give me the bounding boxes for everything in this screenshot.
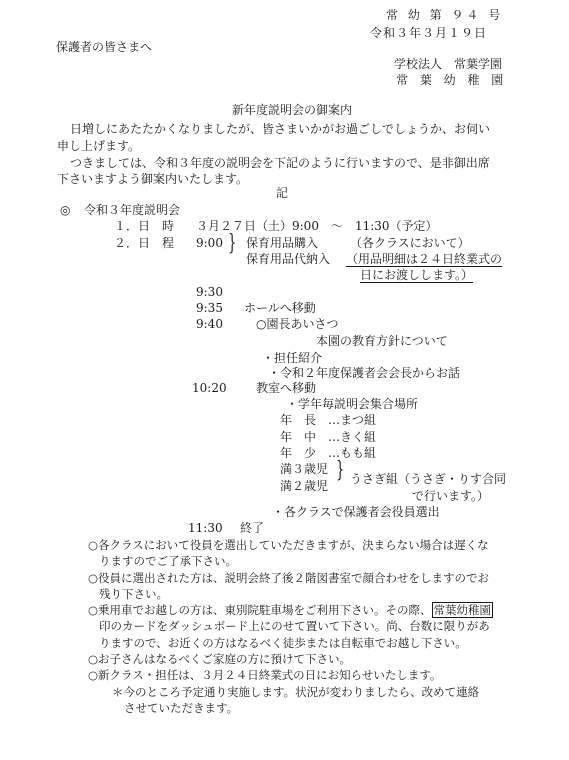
notice-title: 新年度説明会の御案内 xyxy=(232,103,353,117)
class-grade-3: 年 少 xyxy=(280,446,317,460)
document-number: 常 幼 第 ９４ 号 xyxy=(386,8,504,22)
note-4: ○お子さんはなるべくご家庭の方に預けて下さい。 xyxy=(88,652,352,666)
note-3-line-3: りますので、お近くの方はなるべく徒歩または自転車でお越し下さい。 xyxy=(99,636,467,650)
note-3-text: ○乗用車でお越しの方は、東別院駐車場をご利用下さい。その際、 xyxy=(88,603,432,617)
intro-line-2: 申し上げます。 xyxy=(57,139,141,153)
time-9-40: 9:40 xyxy=(196,317,223,331)
brace-mark: } xyxy=(336,458,345,483)
intro-line-1: 日増しにあたたかくなりましたが、皆さまいかがお過ごしでしょうか、お伺い xyxy=(70,122,491,136)
time-11-30: 11:30 xyxy=(188,521,223,535)
brace-mark: } xyxy=(228,231,237,256)
intro-line-3: つきましては、令和３年度の説明会を下記のように行いますので、是非御出席 xyxy=(70,156,490,170)
section-mark: ◎ xyxy=(60,203,71,217)
class-room-2: …きく組 xyxy=(328,430,377,444)
note-2-line-1: ○役員に選出された方は、説明会終了後２階図書室で顔合わせをしますのでお xyxy=(88,571,490,585)
program-item-2-note-2: 日にお渡しします。） xyxy=(360,268,474,282)
class-room-3: …もも組 xyxy=(328,446,377,460)
class-room-1: …まつ組 xyxy=(328,413,377,427)
program-item-4: ○園長あいさつ xyxy=(256,317,339,331)
note-3-line-2: 印のカードをダッシュボード上にのせて置いて下さい。尚、台数に限りがあ xyxy=(99,619,490,633)
note-1-line-1: ○各クラスにおいて役員を選出していただきますが、決まらない場合は遅くな xyxy=(88,538,489,552)
section-title: 令和３年度説明会 xyxy=(84,203,181,217)
datetime-label: １．日 時 xyxy=(114,219,175,233)
program-label: ２．日 程 xyxy=(114,236,175,250)
program-item-2-note-1: （用品明細は２４日終業式の xyxy=(346,252,503,266)
time-9-35: 9:35 xyxy=(196,301,223,315)
time-10-20: 10:20 xyxy=(192,381,227,395)
program-item-4-sub: 本園の教育方針について xyxy=(316,334,448,348)
young-class-1: 満３歳児 xyxy=(280,462,329,476)
ki-marker: 記 xyxy=(276,186,289,200)
time-9-00: 9:00 xyxy=(196,236,223,250)
note-2-line-2: 残り下さい。 xyxy=(99,587,168,601)
note-1-line-2: りますのでご了承下さい。 xyxy=(99,554,237,568)
program-item-6: ・令和２年度保護者会会長からお話 xyxy=(268,366,461,380)
note-5: ○新クラス・担任は、３月２４日終業式の日にお知らせいたします。 xyxy=(88,668,442,682)
datetime-value: ３月２７日（土）9:00 ～ 11:30（予定） xyxy=(196,219,438,233)
note-6-line-2: させていただきます。 xyxy=(124,701,239,715)
sender-corporation: 学校法人 常葉学園 xyxy=(394,57,503,71)
program-item-7: 教室へ移動 xyxy=(256,381,317,395)
program-item-1: 保育用品購入 xyxy=(246,236,319,250)
sender-school: 常 葉 幼 稚 園 xyxy=(396,73,508,87)
program-item-9: ・各クラスで保護者会役員選出 xyxy=(272,505,440,519)
school-name-box: 常葉幼稚園 xyxy=(433,603,492,617)
note-3-line-1 xyxy=(88,603,493,617)
young-room-2: で行います。） xyxy=(412,489,490,503)
program-item-1-note: （各クラスにおいて） xyxy=(350,236,470,250)
program-item-2: 保育用品代納入 xyxy=(246,252,331,266)
program-item-3: ホールへ移動 xyxy=(244,301,316,315)
class-grade-2: 年 中 xyxy=(280,430,317,444)
document-date: 令和３年３月１９日 xyxy=(370,26,488,40)
time-9-30: 9:30 xyxy=(196,285,223,299)
program-item-5: ・担任紹介 xyxy=(262,351,323,365)
note-6-line-1: ＊今のところ予定通り実施します。状況が変わりましたら、改めて連絡 xyxy=(112,685,480,699)
class-grade-1: 年 長 xyxy=(280,413,317,427)
program-item-10: 終了 xyxy=(240,521,265,535)
program-item-8: ・学年毎説明会集合場所 xyxy=(286,397,419,411)
recipient: 保護者の皆さまへ xyxy=(56,40,153,54)
young-class-2: 満２歳児 xyxy=(280,479,329,493)
intro-line-4: 下さいますよう御案内いたします。 xyxy=(57,172,249,186)
young-room: うさぎ組（うさぎ・りす合同 xyxy=(350,472,507,486)
